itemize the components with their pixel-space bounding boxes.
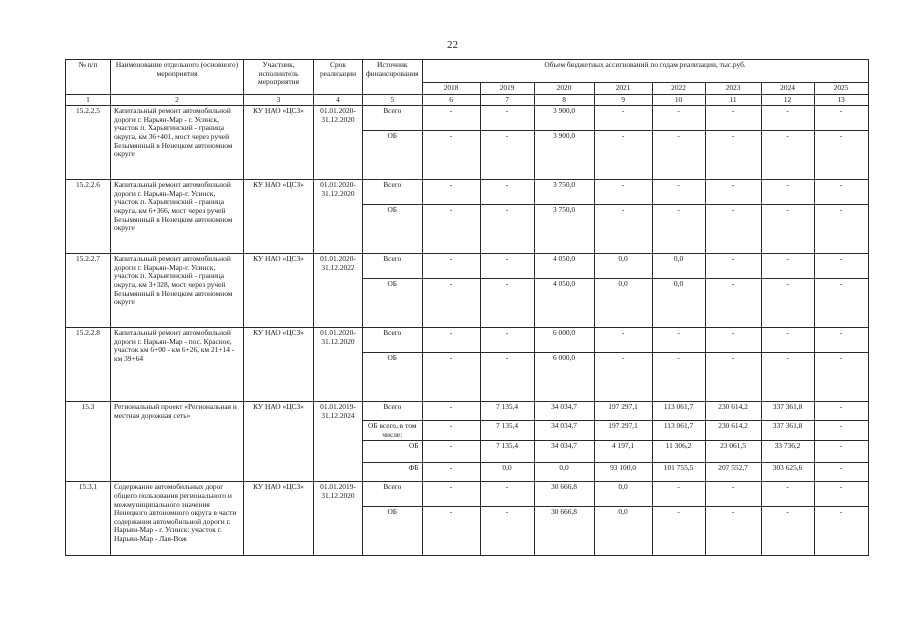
header-year: 2019 [480, 83, 534, 95]
row-value: 4 050,0 [534, 254, 594, 279]
row-value: 3 900,0 [534, 131, 594, 180]
row-value: - [480, 131, 534, 180]
row-source: ОБ [363, 353, 423, 402]
row-participant: КУ НАО «ЦСЗ» [244, 254, 314, 328]
row-value: - [705, 353, 761, 402]
row-value: - [480, 106, 534, 131]
row-value: - [705, 254, 761, 279]
row-number: 15.2.2.5 [66, 106, 111, 180]
header-year: 2024 [761, 83, 814, 95]
row-value: - [480, 180, 534, 205]
row-value: 7 135,4 [480, 441, 534, 463]
row-value: - [814, 205, 868, 254]
row-value: 3 900,0 [534, 106, 594, 131]
row-term: 01.01.2020-31.12.2020 [314, 106, 363, 180]
row-value: 3 750,0 [534, 180, 594, 205]
row-value: 230 614,2 [705, 421, 761, 441]
row-value: - [761, 353, 814, 402]
row-value: 30 666,8 [534, 482, 594, 507]
row-value: - [652, 106, 705, 131]
column-number: 10 [652, 94, 705, 106]
row-value: - [814, 131, 868, 180]
row-value: 207 552,7 [705, 463, 761, 482]
header-num: № п/п [66, 60, 111, 95]
row-value: - [705, 131, 761, 180]
row-value: 4 197,1 [594, 441, 652, 463]
column-number: 9 [594, 94, 652, 106]
row-value: - [814, 106, 868, 131]
row-value: 197 297,1 [594, 402, 652, 421]
row-value: - [422, 421, 480, 441]
row-value: 0,0 [594, 254, 652, 279]
row-number: 15.2.2.6 [66, 180, 111, 254]
row-value: - [422, 279, 480, 328]
row-value: - [814, 507, 868, 556]
row-value: 4 050,0 [534, 279, 594, 328]
row-value: 30 666,8 [534, 507, 594, 556]
row-value: 7 135,4 [480, 402, 534, 421]
row-value: - [422, 328, 480, 353]
table-row [66, 254, 869, 279]
row-value: 197 297,1 [594, 421, 652, 441]
row-value: 33 736,2 [761, 441, 814, 463]
column-number: 11 [705, 94, 761, 106]
row-participant: КУ НАО «ЦСЗ» [244, 106, 314, 180]
row-value: 0,0 [652, 279, 705, 328]
row-term: 01.01.2020-31.12.2020 [314, 328, 363, 402]
header-year: 2021 [594, 83, 652, 95]
row-source: Всего [363, 254, 423, 279]
row-value: - [422, 441, 480, 463]
header-row [66, 60, 869, 83]
row-value: 7 135,4 [480, 421, 534, 441]
row-source: ОБ [363, 131, 423, 180]
row-value: 337 361,8 [761, 402, 814, 421]
row-number: 15.3 [66, 402, 111, 482]
row-term: 01.01.2019-31.12.2024 [314, 402, 363, 482]
row-value: - [814, 353, 868, 402]
row-source: ОБ [363, 507, 423, 556]
row-value: - [705, 507, 761, 556]
column-number: 3 [244, 94, 314, 106]
row-value: - [480, 279, 534, 328]
row-value: - [652, 328, 705, 353]
row-name: Региональный проект «Региональная и местная дорожная сеть» [111, 402, 244, 482]
page-number: 22 [447, 39, 458, 51]
row-participant: КУ НАО «ЦСЗ» [244, 328, 314, 402]
row-value: 93 100,0 [594, 463, 652, 482]
row-value: - [652, 205, 705, 254]
row-value: - [422, 254, 480, 279]
row-value: - [422, 482, 480, 507]
row-value: - [814, 402, 868, 421]
row-value: 303 625,6 [761, 463, 814, 482]
row-value: - [705, 328, 761, 353]
row-participant: КУ НАО «ЦСЗ» [244, 180, 314, 254]
row-value: 0,0 [652, 254, 705, 279]
row-source: ОБ [363, 279, 423, 328]
row-value: - [480, 353, 534, 402]
header-volume: Объем бюджетных ассигнований по годам реализации, тыс.руб. [422, 60, 868, 83]
row-value: - [814, 482, 868, 507]
column-number: 12 [761, 94, 814, 106]
header-year: 2023 [705, 83, 761, 95]
row-value: 3 750,0 [534, 205, 594, 254]
row-source: ФБ [363, 463, 423, 482]
row-value: - [761, 180, 814, 205]
row-value: - [422, 106, 480, 131]
row-value: - [594, 106, 652, 131]
header-participant: Участник, исполнитель мероприятия [244, 60, 314, 95]
row-value: - [422, 463, 480, 482]
table-row [66, 180, 869, 205]
row-value: - [422, 205, 480, 254]
row-value: 0,0 [480, 463, 534, 482]
row-source: ОБ [363, 441, 423, 463]
row-value: - [761, 131, 814, 180]
row-value: - [480, 328, 534, 353]
row-value: - [652, 482, 705, 507]
row-value: 0,0 [594, 279, 652, 328]
header-year: 2018 [422, 83, 480, 95]
header-source: Источник финансирования [363, 60, 423, 95]
row-value: 337 361,8 [761, 421, 814, 441]
budget-table [65, 59, 869, 556]
row-value: 11 306,2 [652, 441, 705, 463]
row-number: 15.2.2.7 [66, 254, 111, 328]
row-value: - [761, 507, 814, 556]
row-value: - [594, 353, 652, 402]
row-value: - [814, 328, 868, 353]
header-year: 2025 [814, 83, 868, 95]
row-value: 113 061,7 [652, 421, 705, 441]
row-number: 15.2.2.8 [66, 328, 111, 402]
row-source: Всего [363, 482, 423, 507]
row-name: Капитальный ремонт автомобильной дороги г. Нарьян-Мар - г. Усинск, участок п. Харьягинский - граница округа, км 36+401, мост через ручей Безымянный в Ненецком автономном округе [111, 106, 244, 180]
row-source: Всего [363, 180, 423, 205]
row-value: - [480, 205, 534, 254]
column-number: 6 [422, 94, 480, 106]
row-term: 01.01.2019-31.12.2020 [314, 482, 363, 556]
row-value: 34 034,7 [534, 402, 594, 421]
row-value: - [814, 279, 868, 328]
row-value: 23 061,5 [705, 441, 761, 463]
row-value: - [705, 205, 761, 254]
row-value: - [652, 180, 705, 205]
column-number: 4 [314, 94, 363, 106]
row-value: - [594, 180, 652, 205]
row-value: - [814, 463, 868, 482]
row-value: - [761, 328, 814, 353]
table-row [66, 482, 869, 507]
row-name: Содержание автомобильных дорог общего пользования регионального и межмуниципального значения Ненецкого автономного округа в части содержания автомобильной дороги г. Нарьян-Мар - г. Усинск: участок г. Нарьян-Мар - Лая-Вож [111, 482, 244, 556]
row-value: - [761, 106, 814, 131]
row-value: - [422, 180, 480, 205]
row-term: 01.01.2020-31.12.2022 [314, 254, 363, 328]
row-name: Капитальный ремонт автомобильной дороги г. Нарьян-Мар-г. Усинск, участок п. Харьягинский - граница округа, км 3+328, мост через ручей Безымянный в Ненецком автономном округе [111, 254, 244, 328]
row-value: - [422, 402, 480, 421]
column-number: 8 [534, 94, 594, 106]
row-value: - [480, 254, 534, 279]
column-number: 2 [111, 94, 244, 106]
row-number: 15.3.1 [66, 482, 111, 556]
row-value: - [594, 131, 652, 180]
header-term: Срок реализации [314, 60, 363, 95]
row-name: Капитальный ремонт автомобильной дороги г. Нарьян-Мар-г. Усинск, участок п. Харьягинский - граница округа, км 6+366, мост через ручей Безымянный в Ненецком автономном округе [111, 180, 244, 254]
row-value: - [814, 254, 868, 279]
row-value: 34 034,7 [534, 441, 594, 463]
table-row [66, 106, 869, 131]
row-value: 0,0 [594, 482, 652, 507]
row-value: 113 061,7 [652, 402, 705, 421]
row-term: 01.01.2020-31.12.2020 [314, 180, 363, 254]
row-value: - [761, 254, 814, 279]
row-source: ОБ [363, 205, 423, 254]
row-value: - [652, 353, 705, 402]
row-value: - [652, 507, 705, 556]
row-value: - [814, 180, 868, 205]
row-source: Всего [363, 106, 423, 131]
row-source: Всего [363, 328, 423, 353]
row-value: - [594, 205, 652, 254]
row-value: - [814, 441, 868, 463]
row-value: 6 000,0 [534, 328, 594, 353]
row-value: 0,0 [594, 507, 652, 556]
row-source: Всего [363, 402, 423, 421]
row-value: - [705, 279, 761, 328]
row-value: 34 034,7 [534, 421, 594, 441]
row-value: - [705, 106, 761, 131]
header-year: 2020 [534, 83, 594, 95]
header-year: 2022 [652, 83, 705, 95]
table-row [66, 328, 869, 353]
row-value: - [705, 482, 761, 507]
row-value: 6 000,0 [534, 353, 594, 402]
table-row [66, 402, 869, 421]
row-value: - [761, 482, 814, 507]
column-number: 5 [363, 94, 423, 106]
header-name: Наименование отдельного (основного) мероприятия [111, 60, 244, 95]
row-value: - [761, 205, 814, 254]
row-name: Капитальный ремонт автомобильной дороги г. Нарьян-Мар - пос. Красное, участок км 6+00 - км 6+26, км 21+14 - км 39+64 [111, 328, 244, 402]
row-participant: КУ НАО «ЦСЗ» [244, 482, 314, 556]
row-value: 230 614,2 [705, 402, 761, 421]
row-value: - [480, 482, 534, 507]
row-source: ОБ всего, в том числе: [363, 421, 423, 441]
column-number: 1 [66, 94, 111, 106]
column-number: 7 [480, 94, 534, 106]
row-value: 0,0 [534, 463, 594, 482]
row-value: - [594, 328, 652, 353]
row-participant: КУ НАО «ЦСЗ» [244, 402, 314, 482]
row-value: - [814, 421, 868, 441]
row-value: - [480, 507, 534, 556]
row-value: - [761, 279, 814, 328]
row-value: - [652, 131, 705, 180]
row-value: - [422, 353, 480, 402]
row-value: - [422, 131, 480, 180]
column-number-row [66, 94, 869, 106]
row-value: 101 755,5 [652, 463, 705, 482]
column-number: 13 [814, 94, 868, 106]
row-value: - [422, 507, 480, 556]
row-value: - [705, 180, 761, 205]
